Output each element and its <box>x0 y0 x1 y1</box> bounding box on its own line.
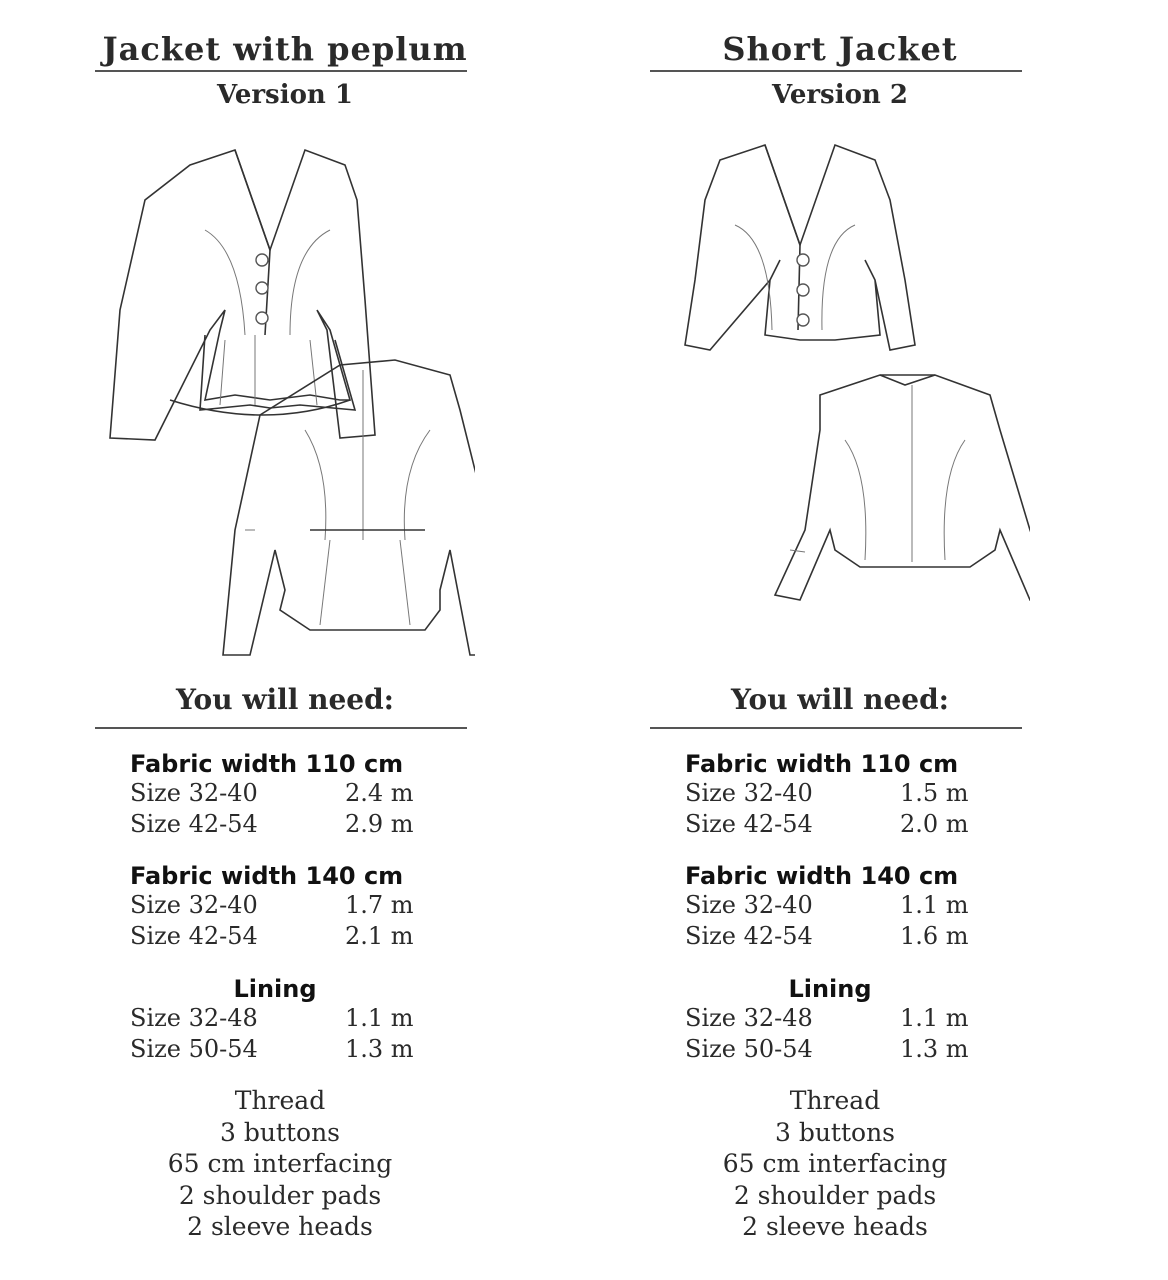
size-row <box>130 809 450 840</box>
amount-value: 1.6 m <box>900 922 969 950</box>
notions-list <box>95 1085 465 1243</box>
size-row <box>130 778 450 809</box>
notion-item: 3 buttons <box>774 1117 896 1147</box>
amount-value: 2.0 m <box>900 810 969 838</box>
fabric-110-block <box>685 750 1005 840</box>
notion-item: 65 cm interfacing <box>167 1149 393 1178</box>
size-row <box>685 778 1005 809</box>
version-label: Version 1 <box>217 80 353 110</box>
size-label: Size 32-40 <box>130 779 258 807</box>
lining-block <box>685 975 1005 1065</box>
size-label: Size 50-54 <box>685 1035 813 1063</box>
size-row <box>685 890 1005 921</box>
notion-item: Thread <box>234 1086 326 1115</box>
fabric-110-label: Fabric width 110 cm <box>130 750 404 778</box>
fabric-140-block <box>685 862 1005 952</box>
you-will-need-heading: You will need: <box>176 683 394 716</box>
fabric-140-label: Fabric width 140 cm <box>685 862 959 890</box>
lining-label: Lining <box>788 975 872 1003</box>
fabric-110-block <box>130 750 450 840</box>
size-row <box>685 1034 1005 1065</box>
notions-list <box>650 1085 1020 1243</box>
lining-label: Lining <box>233 975 317 1003</box>
notion-item: 2 shoulder pads <box>733 1180 937 1210</box>
amount-value: 2.9 m <box>345 810 414 838</box>
amount-value: 2.1 m <box>345 922 414 950</box>
size-row <box>685 1003 1005 1034</box>
jacket-title: Short Jacket <box>722 30 958 68</box>
size-label: Size 32-40 <box>130 891 258 919</box>
need-divider <box>650 727 1022 729</box>
notion-item: 65 cm interfacing <box>722 1149 948 1178</box>
size-label: Size 32-40 <box>685 891 813 919</box>
fabric-140-label: Fabric width 140 cm <box>130 862 404 890</box>
amount-value: 1.7 m <box>345 891 414 919</box>
amount-value: 1.3 m <box>345 1035 414 1063</box>
lining-block <box>130 975 450 1065</box>
size-label: Size 42-54 <box>130 810 258 838</box>
size-label: Size 42-54 <box>685 810 813 838</box>
fabric-140-block <box>130 862 450 952</box>
peplum-jacket-illustration <box>95 130 475 660</box>
peplum-jacket-back-drawing <box>223 360 475 655</box>
short-jacket-illustration <box>650 130 1030 660</box>
size-row <box>130 1034 450 1065</box>
notion-item: 3 buttons <box>219 1117 341 1147</box>
size-label: Size 42-54 <box>130 922 258 950</box>
amount-value: 1.5 m <box>900 779 969 807</box>
short-jacket-front-drawing <box>685 145 915 350</box>
amount-value: 1.3 m <box>900 1035 969 1063</box>
size-label: Size 32-48 <box>130 1004 258 1032</box>
amount-value: 2.4 m <box>345 779 414 807</box>
size-label: Size 50-54 <box>130 1035 258 1063</box>
notion-item: 2 sleeve heads <box>742 1212 928 1241</box>
notion-item: 2 shoulder pads <box>178 1180 382 1210</box>
size-label: Size 42-54 <box>685 922 813 950</box>
fabric-110-label: Fabric width 110 cm <box>685 750 959 778</box>
size-row <box>685 809 1005 840</box>
peplum-jacket-front-drawing <box>110 150 375 440</box>
short-jacket-back-drawing <box>775 375 1030 600</box>
size-row <box>130 921 450 952</box>
amount-value: 1.1 m <box>900 891 969 919</box>
jacket-title: Jacket with peplum <box>102 30 468 68</box>
size-row <box>130 890 450 921</box>
you-will-need-heading: You will need: <box>731 683 949 716</box>
amount-value: 1.1 m <box>900 1004 969 1032</box>
title-divider <box>95 70 467 72</box>
title-divider <box>650 70 1022 72</box>
notion-item: Thread <box>789 1086 881 1115</box>
size-row <box>685 921 1005 952</box>
size-label: Size 32-48 <box>685 1004 813 1032</box>
notion-item: 2 sleeve heads <box>187 1212 373 1241</box>
need-divider <box>95 727 467 729</box>
size-label: Size 32-40 <box>685 779 813 807</box>
amount-value: 1.1 m <box>345 1004 414 1032</box>
size-row <box>130 1003 450 1034</box>
version-label: Version 2 <box>772 80 908 110</box>
